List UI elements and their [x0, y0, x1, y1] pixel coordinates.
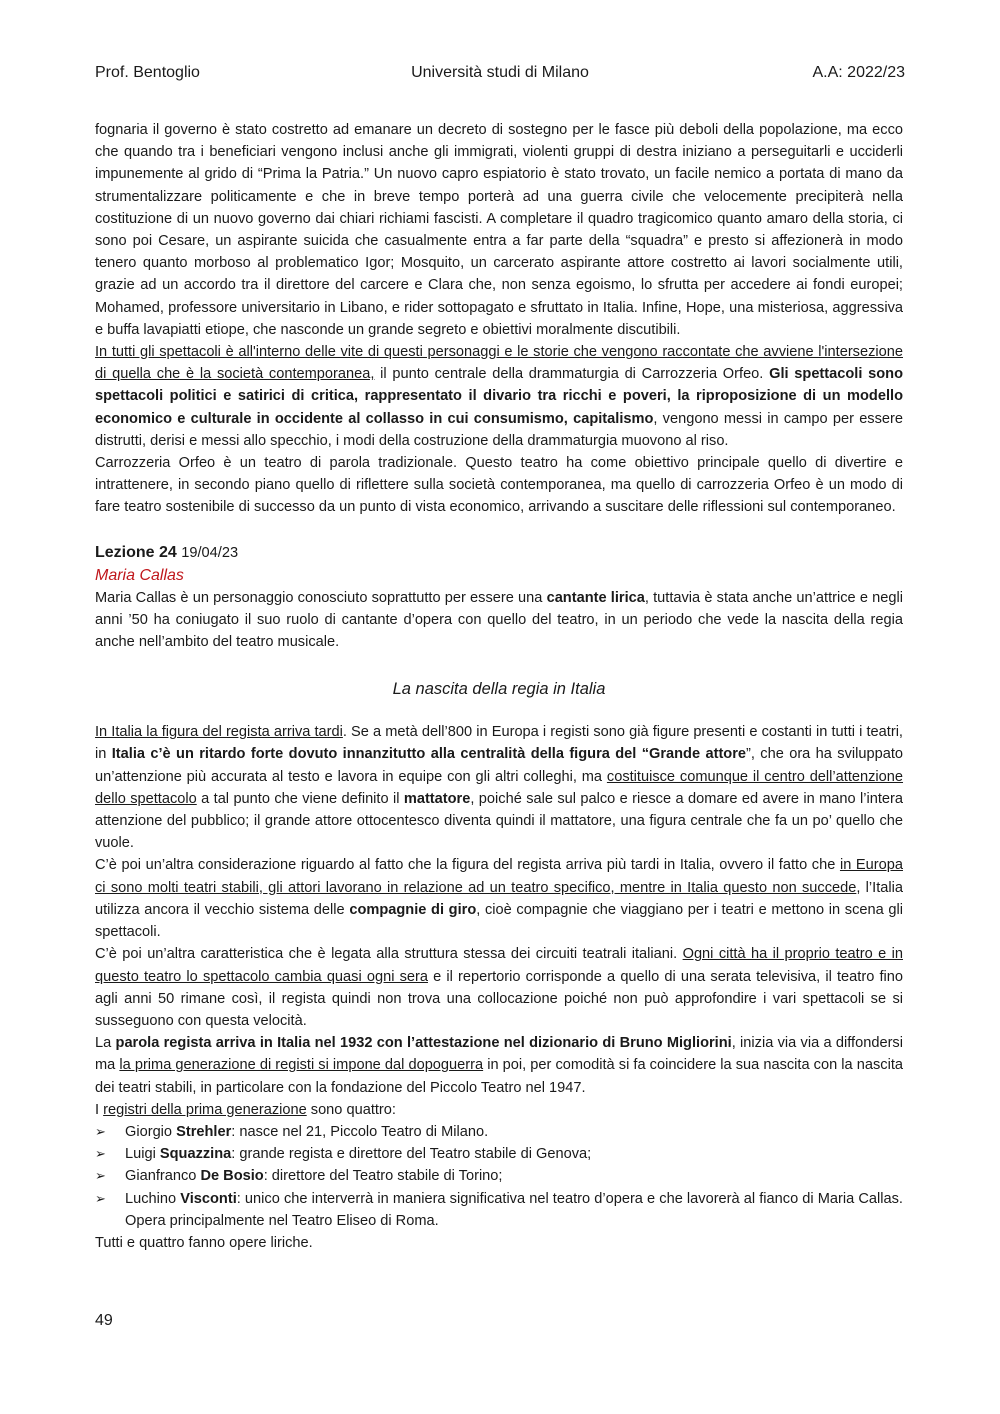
text-run: in poi, per comodità si fa coincidere la sua nascita con la nascita dei teatri stabili, in particolare con la fondazione del Piccolo Teatro nel 1947. — [95, 1057, 903, 1096]
text-run: , vengono messi in campo per essere distrutti, derisi e messi allo specchio, i modi della costruzione della drammaturgia muovono al riso. — [95, 410, 903, 449]
lesson-label: Lezione 24 — [95, 543, 177, 561]
lesson-heading — [95, 541, 903, 565]
text-run: . Se a metà dell’800 in Europa i registi sono già figure presenti e costanti in tutti i teatri, in — [95, 724, 903, 763]
list-item — [95, 1188, 903, 1232]
text-run: Maria Callas è un personaggio conosciuto soprattutto per essere una — [95, 589, 547, 606]
text-run: : grande regista e direttore del Teatro stabile di Genova; — [231, 1146, 592, 1163]
text-run: I — [95, 1101, 104, 1118]
text-run: , l’Italia utilizza ancora il vecchio sistema delle — [95, 879, 903, 918]
underlined-text: la prima generazione di registi si impone dal dopoguerra — [119, 1057, 484, 1074]
directors-list — [95, 1121, 903, 1232]
header-academic-year: A.A: 2022/23 — [812, 64, 905, 81]
text-run: La — [95, 1035, 116, 1052]
paragraph: Tutti e quattro fanno opere liriche. — [95, 1234, 313, 1251]
bold-text: parola regista arriva in Italia nel 1932 con l’attestazione nel dizionario di Bruno Migliorini — [115, 1035, 732, 1052]
paragraph — [95, 1032, 903, 1099]
bold-text: Visconti — [180, 1190, 237, 1207]
arrow-bullet-icon: ➢ — [95, 1168, 106, 1184]
header-university: Università studi di Milano — [411, 64, 589, 81]
text-run: , poiché sale sul palco e riesce a domare ed avere in mano l’intera attenzione del pubblico; il grande attore ottocentesco diventa quindi il mattatore, una figura centrale che fa un po’ quello che vuole. — [95, 790, 903, 852]
list-item — [95, 1143, 903, 1165]
lesson-date: 19/04/23 — [181, 544, 239, 561]
arrow-bullet-icon: ➢ — [95, 1146, 106, 1162]
bold-text: cantante lirica — [546, 589, 645, 606]
underlined-text: In tutti gli spettacoli è all'interno delle vite di questi personaggi e le storie che vengono raccontate che avviene l'intersezione di quella che è la società contemporanea, — [95, 344, 903, 383]
underlined-text: In Italia la figura del regista arriva tardi — [95, 724, 343, 741]
text-run: C’è poi un’altra caratteristica che è legata alla struttura stessa dei circuiti teatrali italiani. — [95, 946, 683, 963]
paragraph — [95, 943, 903, 1032]
text-run: Giorgio — [125, 1123, 177, 1140]
text-run: ”, che ora ha sviluppato un’attenzione più accurata al testo e lavora in equipe con gli altri colleghi, ma — [95, 746, 904, 785]
text-run: sono quattro: — [306, 1101, 396, 1118]
bold-text: compagnie di giro — [349, 901, 477, 918]
section-title: La nascita della regia in Italia — [392, 680, 606, 699]
page-body — [95, 119, 903, 1254]
underlined-text: in Europa ci sono molti teatri stabili, gli attori lavorano in relazione ad un teatro specifico, mentre in Italia questo non succede — [95, 857, 903, 896]
bold-text: Squazzina — [159, 1146, 232, 1163]
underlined-text: Ogni città ha il proprio teatro e in questo teatro lo spettacolo cambia quasi ogni sera — [95, 946, 903, 985]
list-item — [95, 1121, 903, 1143]
text-run: : unico che interverrà in maniera significativa nel teatro d’opera e che lavorerà al fianco di Maria Callas. Opera principalmente nel Teatro Eliseo di Roma. — [125, 1190, 903, 1229]
list-item — [95, 1165, 903, 1187]
text-run: il punto centrale della drammaturgia di Carrozzeria Orfeo. — [374, 366, 770, 383]
paragraph: fognaria il governo è stato costretto ad emanare un decreto di sostegno per le fasce più deboli della popolazione, ma ecco che quando tra i beneficiari vengono inclusi anche gli immigrati, violenti gruppi di destra iniziano a perseguitarli e ucciderli impunemente al grido di “Prima la Patria.” Un nuovo capro espiatorio è stato trovato, un facile nemico a portata di mano da strumentalizzare politicamente e che in breve tempo porterà ad una guerra civile che velocemente precipiterà nella costituzione di un nuovo governo dai chiari richiami fascisti. A completare il quadro tragicomico quanto amaro della storia, ci sono poi Cesare, un aspirante suicida che casualmente entra a far parte della “squadra” e presto si affezionerà in modo tenero quanto morboso al problematico Igor; Mosquito, un carcerato aspirante attore costretto ai lavori socialmente utili, grazie ad un accordo tra il direttore del carcere e Clara che, non senza egoismo, lo sfrutta per accedere ai fondi europei; Mohamed, professore universitario in Libano, e rider sottopagato e sfruttato in Italia. Infine, Hope, una misteriosa, aggressiva e buffa lavapiatti etiope, che nasconde un grande segreto e obiettivi moralmente discutibili. — [95, 122, 903, 338]
text-run: C’è poi un’altra considerazione riguardo al fatto che la figura del regista arriva più tardi in Italia, ovvero il fatto che — [95, 857, 840, 874]
bold-text: mattatore — [403, 790, 471, 807]
bold-text: Italia c’è un ritardo forte dovuto innanzitutto alla centralità della figura del “Grande attore — [111, 746, 747, 763]
text-run: : direttore del Teatro stabile di Torino; — [263, 1168, 503, 1185]
bold-text: De Bosio — [200, 1168, 264, 1185]
bold-text: Gli spettacoli sono spettacoli politici e satirici di critica, rappresentato il divario tra ricchi e poveri, la riproposizione di un modello economico e culturale in occidente al collasso in cui consumismo, capitalismo — [95, 366, 903, 427]
lesson-subject: Maria Callas — [95, 566, 184, 584]
paragraph — [95, 721, 903, 854]
paragraph — [95, 341, 903, 452]
bold-text: Strehler — [176, 1123, 232, 1140]
text-run: Luigi — [125, 1146, 160, 1163]
underlined-text: costituisce comunque il centro dell’attenzione dello spettacolo — [95, 768, 904, 807]
header-professor: Prof. Bentoglio — [95, 64, 200, 81]
paragraph — [95, 587, 903, 654]
text-run: Luchino — [125, 1190, 181, 1207]
paragraph — [95, 1099, 903, 1121]
underlined-text: registri della prima generazione — [103, 1101, 307, 1118]
text-run: a tal punto che viene definito il — [196, 790, 404, 807]
text-run: : nasce nel 21, Piccolo Teatro di Milano. — [231, 1123, 489, 1140]
paragraph: Carrozzeria Orfeo è un teatro di parola tradizionale. Questo teatro ha come obiettivo principale quello di divertire e intrattenere, in secondo piano quello di riflettere sulla società contemporanea, ma quello di carrozzeria Orfeo è un modo di fare teatro sostenibile di successo da un punto di vista economico, arrivando a suscitare delle riflessioni sul contemporaneo. — [95, 455, 903, 516]
text-run: , cioè compagnie che viaggiano per i teatri e mettono in scena gli spettacoli. — [95, 901, 903, 941]
text-run: , inizia via via a diffondersi ma — [95, 1035, 903, 1074]
page-number: 49 — [95, 1312, 113, 1329]
arrow-bullet-icon: ➢ — [95, 1190, 106, 1206]
page-header — [95, 62, 905, 84]
arrow-bullet-icon: ➢ — [95, 1123, 106, 1139]
text-run: , tuttavia è stata anche un’attrice e negli anni ’50 ha coniugato il suo ruolo di cantante d’opera con quello del teatro, in un periodo che vede la nascita della regia anche nell’ambito del teatro musicale. — [95, 589, 903, 651]
paragraph — [95, 854, 903, 943]
text-run: Gianfranco — [125, 1168, 201, 1185]
text-run: e il repertorio corrisponde a quello di una serata televisiva, il teatro fino agli anni 50 rimane così, il regista quindi non trova una collocazione poiché non può approfondire i vari spettacoli se si susseguono con questa velocità. — [95, 968, 903, 1029]
